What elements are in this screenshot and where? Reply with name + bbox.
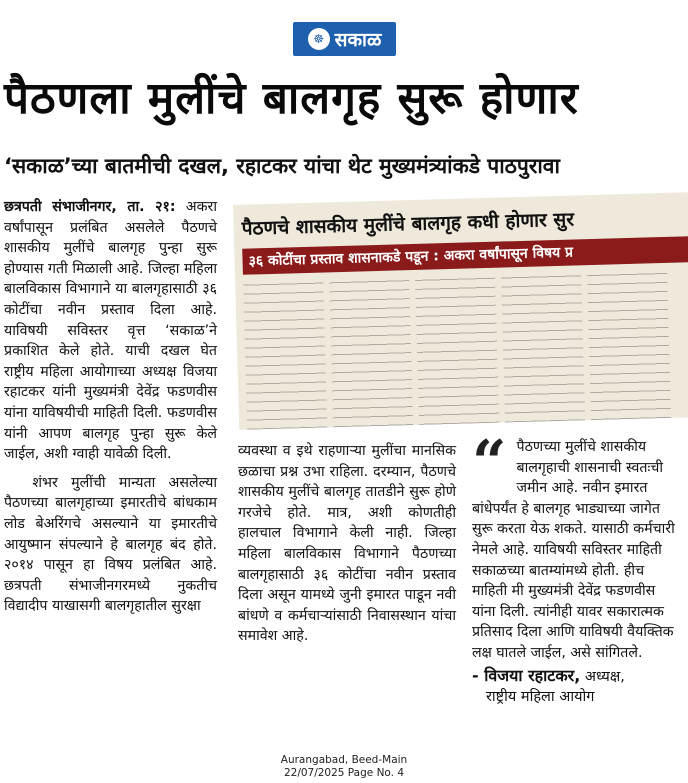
quote-author-org: राष्ट्रीय महिला आयोग xyxy=(486,689,595,706)
newspaper-name: सकाळ xyxy=(334,29,382,51)
quote-author: - विजया रहाटकर, xyxy=(472,665,581,685)
quote-mark-icon: “ xyxy=(472,428,507,498)
dateline: छत्रपती संभाजीनगर, ता. २१: xyxy=(4,199,176,215)
clipping-headline: पैठणचे शासकीय मुलींचे बालगृह कधी होणार सुर xyxy=(241,208,575,240)
clipping-image xyxy=(233,192,688,430)
footer-date-page: 22/07/2025 Page No. 4 xyxy=(283,767,405,779)
footer-edition: Aurangabad, Beed-Main xyxy=(280,754,408,766)
clipping-text-column xyxy=(243,279,327,430)
subheadline: ‘सकाळ’च्या बातमीची दखल, रहाटकर यांचा थेट मुख्यमंत्र्यांकडे पाठपुरावा xyxy=(4,154,560,178)
pull-quote xyxy=(472,428,682,708)
masthead xyxy=(293,22,396,56)
paragraph xyxy=(4,197,217,465)
headline: पैठणला मुलींचे बालगृह सुरू होणार xyxy=(4,73,579,124)
quote-attribution xyxy=(472,666,682,708)
article-column-1 xyxy=(4,197,217,625)
quote-text: पैठणच्या मुलींचे शासकीय बालगृहाची शासनाची स्वतःची जमीन आहे. नवीन इमारत बांधेपर्यंत हे बालगृह भाड्याच्या जागेत सुरू करता येऊ शकते. यासाठी कर्मचारी नेमले आहे. याविषयी सविस्तर माहिती सकाळच्या बातम्यांमध्ये होती. हीच माहिती मी मुख्यमंत्री देवेंद्र फडणवीस यांना दिली. त्यांनीही यावर सकारात्मक प्रतिसाद दिला आणि याविषयी वैयक्तिक लक्ष घातले जाईल, असे सांगितले. xyxy=(472,439,675,661)
newspaper-logo-icon: ☸ xyxy=(308,28,330,50)
paragraph: शंभर मुलींची मान्यता असलेल्या पैठणच्या बालगृहाच्या इमारतीचे बांधकाम लोड बेअरिंगचे असल्याने या इमारतीचे आयुष्मान संपल्याने हे बालगृह बंद होते. २०१४ पासून हा विषय प्रलंबित आहे. छत्रपती संभाजीनगरमध्ये नुकतीच विद्यादीप याखासगी बालगृहातील सुरक्षा xyxy=(4,474,217,615)
quote-author-role: अध्यक्ष, xyxy=(580,668,625,685)
paragraph: व्यवस्था व इथे राहणाऱ्या मुलींचा मानसिक छळाचा प्रश्न उभा राहिला. दरम्यान, पैठणचे शासकीय मुलींचे बालगृह तातडीने सुरू होणे गरजेचे होते. मात्र, अशी कोणतीही हालचाल विभागाने केली नाही. जिल्हा महिला बालविकास विभागाने पैठणच्या बालगृहासाठी ३६ कोटींचा नवीन प्रस्ताव दिला असून यामध्ये जुनी इमारत पाडून नवी बांधणे व कर्मचाऱ्यांसाठी निवासस्थान यांचा समावेश आहे. xyxy=(238,443,456,645)
paragraph-text: अकरा वर्षांपासून प्रलंबित असलेले पैठणचे शासकीय मुलींचे बालगृह पुन्हा सुरू होण्यास गती मिळाली आहे. जिल्हा महिला बालविकास विभागाने या बालगृहासाठी ३६ कोटींचा नवीन प्रस्ताव दिला आहे. याविषयी सविस्तर वृत्त ‘सकाळ’ने प्रकाशित केले होते. याची दखल घेत राष्ट्रीय महिला आयोगाच्या अध्यक्ष विजया रहाटकर यांनी मुख्यमंत्री देवेंद्र फडणवीस यांना याविषयीची माहिती दिली. फडणवीस यांनी आपण बालगृह पुन्हा सुरू केले जाईल, अशी ग्वाही यावेळी दिली. xyxy=(4,199,217,463)
clipping-text-column xyxy=(329,276,413,428)
clipping-text-column xyxy=(587,269,671,421)
clipping-text-column xyxy=(415,274,499,426)
article-column-2 xyxy=(238,441,456,647)
clipping-subheadline: ३६ कोटींचा प्रस्ताव शासनाकडे पडून : अकरा वर्षांपासून विषय प्र xyxy=(242,236,688,275)
clipping-text-column xyxy=(501,271,585,423)
